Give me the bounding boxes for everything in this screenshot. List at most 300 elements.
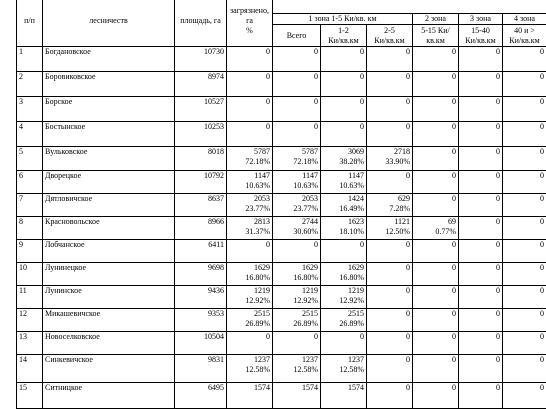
cell-value: 1147 — [323, 171, 364, 181]
value-cell — [273, 72, 321, 97]
cell-value: 0 — [505, 97, 544, 107]
forestry-area: 8966 — [175, 217, 227, 240]
cell-value: 0 — [461, 147, 500, 157]
value-cell — [321, 97, 367, 122]
table-row — [17, 194, 546, 217]
value-cell — [413, 309, 459, 332]
header-range-40-plus-unit: Ки/кв.км — [505, 36, 544, 46]
cell-value: 0 — [415, 72, 456, 82]
cell-value: 2515 — [229, 309, 270, 319]
cell-value: 0 — [275, 47, 318, 57]
cell-value: 0 — [505, 217, 544, 227]
value-cell — [227, 383, 273, 409]
row-number: 8 — [17, 217, 43, 240]
forestry-area: 10730 — [175, 47, 227, 72]
value-cell — [503, 97, 546, 122]
cell-value: 0 — [229, 72, 270, 82]
value-cell — [227, 97, 273, 122]
cell-value: 0 — [275, 72, 318, 82]
header-zone1: 1 зона 1-5 Ки/кв. км — [273, 14, 413, 25]
cell-value: 0 — [323, 332, 364, 342]
row-number: 3 — [17, 97, 43, 122]
cell-percent: 16.80% — [275, 273, 318, 283]
cell-value: 0 — [505, 355, 544, 365]
cell-value: 0 — [415, 355, 456, 365]
value-cell — [413, 194, 459, 217]
value-cell — [413, 383, 459, 409]
cell-value: 69 — [415, 217, 456, 227]
cell-value: 0 — [369, 122, 410, 132]
value-cell — [321, 217, 367, 240]
table-body — [17, 47, 546, 409]
cell-value: 0 — [415, 332, 456, 342]
value-cell — [503, 355, 546, 383]
value-cell — [321, 309, 367, 332]
cell-value: 2813 — [229, 217, 270, 227]
cell-value: 0 — [461, 240, 500, 250]
value-cell — [321, 332, 367, 355]
cell-value: 0 — [461, 263, 500, 273]
forestry-area: 6495 — [175, 383, 227, 409]
cell-percent: 30.60% — [275, 227, 318, 237]
value-cell — [413, 47, 459, 72]
header-range-40-plus — [503, 25, 546, 47]
value-cell — [321, 286, 367, 309]
cell-value: 629 — [369, 194, 410, 204]
cell-value: 0 — [415, 147, 456, 157]
forestry-area: 9698 — [175, 263, 227, 286]
cell-value: 0 — [505, 171, 544, 181]
value-cell — [367, 171, 413, 194]
cell-value: 0 — [505, 47, 544, 57]
value-cell — [227, 286, 273, 309]
cell-value: 0 — [461, 355, 500, 365]
value-cell — [413, 171, 459, 194]
value-cell — [413, 263, 459, 286]
cell-value: 2744 — [275, 217, 318, 227]
value-cell — [413, 97, 459, 122]
cell-value: 0 — [461, 194, 500, 204]
header-zone3: 3 зона — [459, 14, 503, 25]
cell-value: 1574 — [275, 383, 318, 393]
value-cell — [367, 383, 413, 409]
value-cell — [367, 147, 413, 171]
cell-value: 0 — [415, 194, 456, 204]
forestry-area: 8974 — [175, 72, 227, 97]
table-row — [17, 147, 546, 171]
cell-percent: 10.63% — [229, 181, 270, 191]
cell-value: 0 — [505, 263, 544, 273]
value-cell — [459, 47, 503, 72]
header-contaminated — [227, 0, 273, 47]
cell-value: 0 — [461, 286, 500, 296]
cell-percent: 26.89% — [275, 319, 318, 329]
cell-percent: 12.58% — [323, 365, 364, 375]
header-range-15-40-top: 15-40 — [461, 26, 500, 36]
header-range-40-plus-top: 40 и > — [505, 26, 544, 36]
cell-percent: 0.77% — [415, 227, 456, 237]
row-number: 1 — [17, 47, 43, 72]
cell-percent: 12.92% — [229, 296, 270, 306]
forestry-area: 10792 — [175, 171, 227, 194]
value-cell — [459, 383, 503, 409]
value-cell — [459, 263, 503, 286]
value-cell — [273, 171, 321, 194]
cell-value: 0 — [229, 97, 270, 107]
value-cell — [273, 122, 321, 147]
value-cell — [367, 240, 413, 263]
value-cell — [227, 240, 273, 263]
header-zones-spacer — [273, 0, 546, 14]
value-cell — [321, 263, 367, 286]
cell-value: 0 — [415, 309, 456, 319]
cell-value: 5787 — [229, 147, 270, 157]
row-number: 13 — [17, 332, 43, 355]
cell-percent: 33.90% — [369, 157, 410, 167]
cell-value: 3069 — [323, 147, 364, 157]
value-cell — [227, 217, 273, 240]
header-zone4: 4 зона — [503, 14, 546, 25]
value-cell — [503, 171, 546, 194]
cell-value: 0 — [415, 47, 456, 57]
cell-value: 0 — [229, 122, 270, 132]
value-cell — [273, 194, 321, 217]
cell-value: 0 — [369, 72, 410, 82]
cell-value: 0 — [369, 355, 410, 365]
forestry-area: 8637 — [175, 194, 227, 217]
value-cell — [367, 122, 413, 147]
value-cell — [273, 97, 321, 122]
cell-value: 1424 — [323, 194, 364, 204]
cell-value: 0 — [505, 383, 544, 393]
value-cell — [273, 263, 321, 286]
cell-value: 0 — [369, 97, 410, 107]
value-cell — [321, 147, 367, 171]
table-row — [17, 122, 546, 147]
value-cell — [459, 286, 503, 309]
cell-value: 2515 — [323, 309, 364, 319]
row-number: 11 — [17, 286, 43, 309]
row-number: 15 — [17, 383, 43, 409]
value-cell — [273, 383, 321, 409]
value-cell — [273, 47, 321, 72]
header-contaminated-line2: га — [229, 16, 270, 26]
value-cell — [273, 217, 321, 240]
forestry-name: Синкевичское — [43, 355, 175, 383]
forestry-name: Боровиковское — [43, 72, 175, 97]
value-cell — [227, 47, 273, 72]
forestry-name: Борское — [43, 97, 175, 122]
cell-value: 0 — [323, 122, 364, 132]
value-cell — [459, 97, 503, 122]
value-cell — [503, 122, 546, 147]
cell-percent: 31.37% — [229, 227, 270, 237]
cell-value: 0 — [323, 240, 364, 250]
value-cell — [367, 194, 413, 217]
forestry-name: Вульковское — [43, 147, 175, 171]
header-range-2-5-unit: Ки/кв.км — [369, 36, 410, 46]
value-cell — [273, 332, 321, 355]
cell-value: 0 — [229, 332, 270, 342]
value-cell — [503, 240, 546, 263]
cell-value: 0 — [461, 217, 500, 227]
value-cell — [273, 240, 321, 263]
cell-value: 0 — [505, 194, 544, 204]
header-range-1-2-unit: Ки/кв.км — [323, 36, 364, 46]
cell-value: 0 — [415, 171, 456, 181]
cell-value: 1219 — [323, 286, 364, 296]
cell-value: 0 — [505, 286, 544, 296]
value-cell — [273, 147, 321, 171]
table-row — [17, 97, 546, 122]
value-cell — [367, 217, 413, 240]
value-cell — [321, 72, 367, 97]
value-cell — [413, 240, 459, 263]
cell-percent: 16.80% — [323, 273, 364, 283]
cell-value: 1237 — [229, 355, 270, 365]
cell-value: 0 — [505, 72, 544, 82]
value-cell — [227, 194, 273, 217]
value-cell — [227, 147, 273, 171]
cell-value: 1574 — [323, 383, 364, 393]
cell-value: 5787 — [275, 147, 318, 157]
row-number: 9 — [17, 240, 43, 263]
header-total: Всего — [273, 25, 321, 47]
cell-percent: 38.28% — [323, 157, 364, 167]
cell-value: 2053 — [229, 194, 270, 204]
value-cell — [367, 332, 413, 355]
value-cell — [503, 383, 546, 409]
forestry-area: 10253 — [175, 122, 227, 147]
cell-value: 0 — [415, 97, 456, 107]
cell-value: 1147 — [275, 171, 318, 181]
cell-value: 1147 — [229, 171, 270, 181]
cell-percent: 26.89% — [229, 319, 270, 329]
header-range-15-40-unit: Ки/кв.км — [461, 36, 500, 46]
cell-value: 1574 — [229, 383, 270, 393]
cell-value: 1629 — [229, 263, 270, 273]
header-range-15-40 — [459, 25, 503, 47]
value-cell — [413, 355, 459, 383]
table-row — [17, 332, 546, 355]
value-cell — [321, 383, 367, 409]
value-cell — [367, 47, 413, 72]
cell-percent: 7.28% — [369, 204, 410, 214]
header-zone2: 2 зона — [413, 14, 459, 25]
value-cell — [227, 332, 273, 355]
row-number: 12 — [17, 309, 43, 332]
header-range-2-5-top: 2-5 — [369, 26, 410, 36]
value-cell — [459, 171, 503, 194]
cell-value: 1237 — [323, 355, 364, 365]
value-cell — [503, 147, 546, 171]
value-cell — [367, 286, 413, 309]
cell-value: 2515 — [275, 309, 318, 319]
cell-percent: 12.92% — [275, 296, 318, 306]
forestry-name: Микашевичское — [43, 309, 175, 332]
forestry-name: Лунинецкое — [43, 263, 175, 286]
cell-value: 0 — [461, 122, 500, 132]
value-cell — [503, 286, 546, 309]
cell-value: 0 — [461, 97, 500, 107]
forestry-name: Богдановское — [43, 47, 175, 72]
cell-percent: 12.58% — [275, 365, 318, 375]
cell-value: 0 — [323, 97, 364, 107]
cell-percent: 72.18% — [229, 157, 270, 167]
cell-percent: 23.77% — [275, 204, 318, 214]
forestry-area: 8018 — [175, 147, 227, 171]
table-row — [17, 240, 546, 263]
cell-value: 1237 — [275, 355, 318, 365]
contamination-table-sheet — [16, 0, 546, 409]
table-row — [17, 383, 546, 409]
cell-value: 0 — [505, 147, 544, 157]
forestry-name: Лобчанское — [43, 240, 175, 263]
value-cell — [273, 286, 321, 309]
value-cell — [227, 263, 273, 286]
cell-value: 0 — [275, 332, 318, 342]
cell-value: 2053 — [275, 194, 318, 204]
value-cell — [503, 194, 546, 217]
table-row — [17, 171, 546, 194]
header-contaminated-line1: загрязнено, — [229, 6, 270, 16]
forestry-area: 10504 — [175, 332, 227, 355]
cell-value: 0 — [369, 383, 410, 393]
forestry-name: Дятловичское — [43, 194, 175, 217]
row-number: 6 — [17, 171, 43, 194]
cell-percent: 72.18% — [275, 157, 318, 167]
forestry-area: 9436 — [175, 286, 227, 309]
row-number: 7 — [17, 194, 43, 217]
cell-value: 0 — [369, 240, 410, 250]
value-cell — [503, 47, 546, 72]
value-cell — [321, 171, 367, 194]
row-number: 4 — [17, 122, 43, 147]
cell-value: 0 — [461, 171, 500, 181]
table-row — [17, 217, 546, 240]
cell-value: 1623 — [323, 217, 364, 227]
cell-percent: 10.63% — [323, 181, 364, 191]
row-number: 14 — [17, 355, 43, 383]
cell-value: 0 — [275, 97, 318, 107]
cell-value: 1219 — [229, 286, 270, 296]
table-row — [17, 286, 546, 309]
cell-percent: 18.10% — [323, 227, 364, 237]
value-cell — [321, 194, 367, 217]
forestry-area: 6411 — [175, 240, 227, 263]
value-cell — [459, 332, 503, 355]
cell-value: 0 — [369, 171, 410, 181]
value-cell — [321, 240, 367, 263]
header-num: п/п — [17, 0, 43, 47]
value-cell — [321, 355, 367, 383]
row-number: 5 — [17, 147, 43, 171]
cell-value: 0 — [505, 332, 544, 342]
cell-value: 0 — [323, 47, 364, 57]
cell-value: 1629 — [323, 263, 364, 273]
table-row — [17, 309, 546, 332]
cell-value: 1121 — [369, 217, 410, 227]
cell-value: 0 — [275, 240, 318, 250]
value-cell — [367, 72, 413, 97]
cell-percent: 16.49% — [323, 204, 364, 214]
header-range-1-2 — [321, 25, 367, 47]
cell-value: 0 — [415, 383, 456, 393]
forestry-name: Бостынское — [43, 122, 175, 147]
cell-value: 0 — [415, 122, 456, 132]
value-cell — [273, 355, 321, 383]
cell-value: 0 — [229, 240, 270, 250]
cell-percent: 12.50% — [369, 227, 410, 237]
table-row — [17, 355, 546, 383]
cell-value: 0 — [323, 72, 364, 82]
cell-value: 0 — [505, 309, 544, 319]
value-cell — [413, 147, 459, 171]
forestry-contamination-table — [16, 0, 546, 409]
header-forestry: лесничеств — [43, 0, 175, 47]
value-cell — [503, 263, 546, 286]
value-cell — [227, 309, 273, 332]
cell-percent: 10.63% — [275, 181, 318, 191]
value-cell — [413, 332, 459, 355]
value-cell — [413, 217, 459, 240]
value-cell — [227, 171, 273, 194]
value-cell — [273, 309, 321, 332]
forestry-area: 9831 — [175, 355, 227, 383]
cell-value: 0 — [415, 240, 456, 250]
value-cell — [459, 355, 503, 383]
cell-value: 0 — [369, 309, 410, 319]
cell-value: 2718 — [369, 147, 410, 157]
value-cell — [413, 72, 459, 97]
header-contaminated-line3: % — [229, 26, 270, 36]
cell-percent: 12.92% — [323, 296, 364, 306]
value-cell — [367, 355, 413, 383]
value-cell — [227, 122, 273, 147]
value-cell — [367, 97, 413, 122]
cell-value: 0 — [461, 72, 500, 82]
header-range-5-15: 5-15 Ки/кв.км — [413, 25, 459, 47]
header-area: площадь, га — [175, 0, 227, 47]
value-cell — [227, 355, 273, 383]
table-row — [17, 47, 546, 72]
cell-value: 0 — [369, 332, 410, 342]
cell-value: 1629 — [275, 263, 318, 273]
cell-value: 0 — [415, 263, 456, 273]
value-cell — [459, 147, 503, 171]
forestry-name: Лунинское — [43, 286, 175, 309]
cell-value: 0 — [461, 383, 500, 393]
cell-percent: 26.89% — [323, 319, 364, 329]
value-cell — [459, 122, 503, 147]
forestry-name: Новоселковское — [43, 332, 175, 355]
cell-value: 0 — [461, 47, 500, 57]
forestry-area: 10527 — [175, 97, 227, 122]
cell-percent: 23.77% — [229, 204, 270, 214]
cell-value: 1219 — [275, 286, 318, 296]
cell-value: 0 — [505, 240, 544, 250]
cell-value: 0 — [461, 332, 500, 342]
row-number: 2 — [17, 72, 43, 97]
forestry-area: 9353 — [175, 309, 227, 332]
forestry-name: Красновольское — [43, 217, 175, 240]
value-cell — [503, 217, 546, 240]
value-cell — [503, 332, 546, 355]
cell-value: 0 — [369, 263, 410, 273]
cell-value: 0 — [369, 286, 410, 296]
cell-percent: 16.80% — [229, 273, 270, 283]
header-range-1-2-top: 1-2 — [323, 26, 364, 36]
